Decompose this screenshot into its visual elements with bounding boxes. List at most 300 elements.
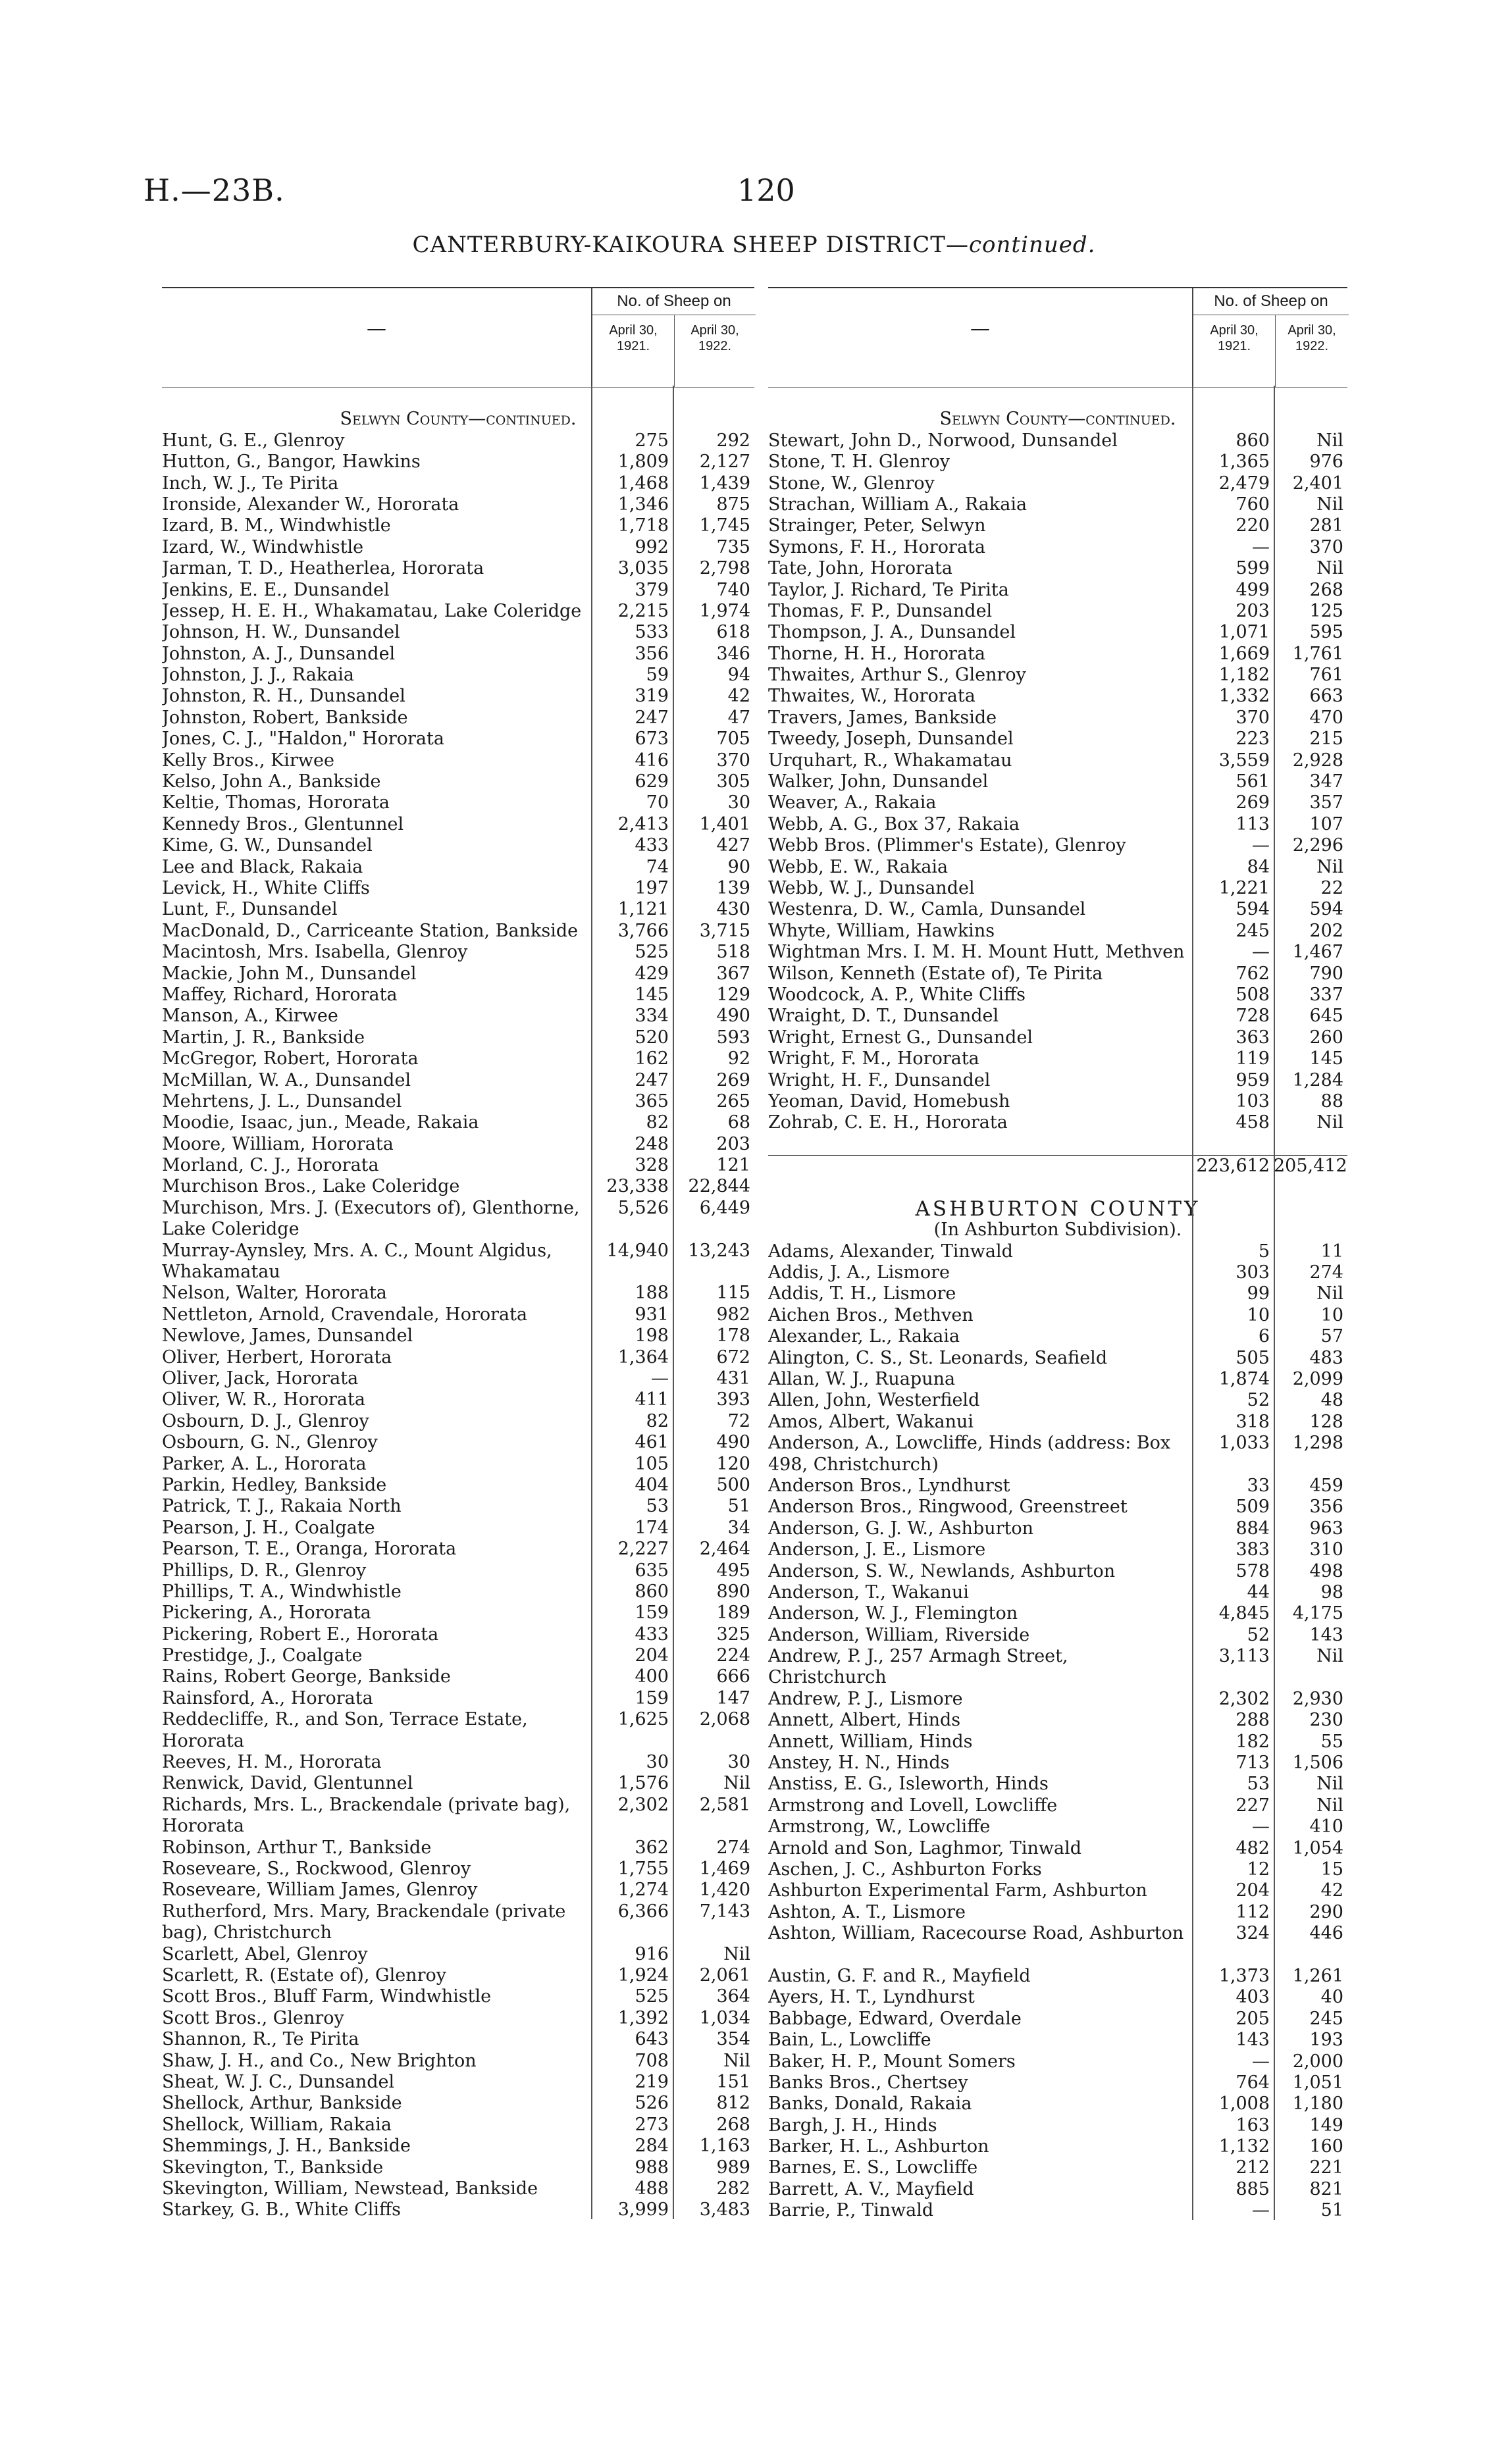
count-1921: 6,366 <box>617 1901 669 1922</box>
count-1921: 884 <box>1235 1518 1270 1539</box>
entry-name: Oliver, Jack, Hororata <box>162 1368 359 1389</box>
table-row <box>768 665 1347 686</box>
table-row <box>768 729 1347 750</box>
count-1922: Nil <box>1316 1646 1343 1667</box>
table-row <box>162 1006 754 1027</box>
count-1921: 362 <box>635 1837 669 1858</box>
count-1921: 99 <box>1247 1283 1270 1304</box>
count-1922: 268 <box>716 2114 750 2135</box>
entry-name: Murchison Bros., Lake Coleridge <box>162 1176 460 1197</box>
count-1922: Nil <box>1316 1283 1343 1304</box>
entry-name: Scott Bros., Bluff Farm, Windwhistle <box>162 1986 492 2007</box>
table-row <box>768 451 1347 473</box>
table-row <box>768 1433 1347 1476</box>
count-1921: 318 <box>1235 1411 1270 1432</box>
table-row <box>162 1518 754 1539</box>
count-1922: 10 <box>1320 1304 1343 1325</box>
count-1921: 188 <box>635 1283 669 1304</box>
table-row <box>162 1155 754 1176</box>
count-1922: 2,464 <box>699 1539 750 1560</box>
count-1921: 1,332 <box>1218 686 1270 707</box>
col-1922-label: April 30, 1922. <box>690 323 739 353</box>
table-row <box>162 430 754 451</box>
table-row <box>162 1837 754 1859</box>
count-1921: 1,392 <box>617 2007 669 2028</box>
count-1921: 105 <box>635 1453 669 1474</box>
count-1921: 482 <box>1235 1837 1270 1859</box>
count-1922: 890 <box>716 1581 750 1602</box>
entry-name: Addis, J. A., Lismore <box>768 1262 950 1283</box>
count-1922: Nil <box>1316 558 1343 579</box>
count-1921: 860 <box>1235 430 1270 451</box>
col-1922-label: April 30, 1922. <box>1287 323 1336 353</box>
entry-name: Stewart, John D., Norwood, Dunsandel <box>768 430 1118 451</box>
entry-name: Walker, John, Dunsandel <box>768 771 989 792</box>
count-1921: 324 <box>1235 1923 1270 1944</box>
count-1921: 119 <box>1235 1048 1270 1069</box>
table-row <box>162 2072 754 2093</box>
count-1921: 247 <box>635 1069 669 1091</box>
count-1921: 1,625 <box>617 1709 669 1730</box>
entry-name: Anstiss, E. G., Isleworth, Hinds <box>768 1774 1049 1795</box>
count-1922: 42 <box>1320 1880 1343 1901</box>
count-1922: 107 <box>1309 813 1343 834</box>
entry-name: Thomas, F. P., Dunsandel <box>768 600 993 621</box>
count-1921: — <box>1252 942 1270 963</box>
count-1922: Nil <box>1316 430 1343 451</box>
right-column-header <box>768 287 1347 388</box>
entry-name: Lee and Black, Rakaia <box>162 856 363 877</box>
count-1921: 635 <box>635 1560 669 1581</box>
table-row <box>768 771 1347 792</box>
entry-name: Hunt, G. E., Glenroy <box>162 430 345 451</box>
count-1921: 288 <box>1235 1710 1270 1731</box>
count-1921: — <box>1252 835 1270 856</box>
table-row <box>768 2072 1347 2093</box>
count-1921: 356 <box>635 643 669 664</box>
table-row <box>768 750 1347 771</box>
entry-name: Kelso, John A., Bankside <box>162 771 381 792</box>
count-1922: 224 <box>716 1645 750 1666</box>
table-row <box>162 1411 754 1432</box>
table-row <box>162 1112 754 1133</box>
count-1921: — <box>1252 2051 1270 2072</box>
count-1921: 204 <box>635 1645 669 1666</box>
count-1921: 3,999 <box>617 2199 669 2220</box>
count-1921: 1,274 <box>617 1880 669 1901</box>
count-1922: 1,054 <box>1292 1837 1343 1859</box>
entry-name: Anderson, A., Lowcliffe, Hinds (address: Box 498, Christchurch) <box>768 1433 1171 1475</box>
count-1922: 393 <box>716 1389 750 1410</box>
count-1921: 59 <box>646 665 669 686</box>
count-1922: 325 <box>716 1624 750 1645</box>
entry-name: Adams, Alexander, Tinwald <box>768 1241 1013 1262</box>
entry-name: Taylor, J. Richard, Te Pirita <box>768 579 1009 600</box>
table-row <box>162 665 754 686</box>
count-1921: 3,559 <box>1218 750 1270 771</box>
count-1921: 533 <box>635 622 669 643</box>
count-1921: — <box>1252 536 1270 557</box>
count-1922: 740 <box>716 579 750 600</box>
table-row <box>162 1965 754 1986</box>
count-1922: 34 <box>727 1517 750 1538</box>
count-1921: 365 <box>635 1091 669 1112</box>
count-1922: 230 <box>1309 1710 1343 1731</box>
entry-name: Strachan, William A., Rakaia <box>768 494 1027 515</box>
table-row <box>768 1646 1347 1689</box>
table-row <box>162 1645 754 1666</box>
count-1922: 367 <box>716 963 750 984</box>
table-row <box>768 494 1347 515</box>
entry-name: Osbourn, G. N., Glenroy <box>162 1432 378 1453</box>
count-1921: 303 <box>1235 1262 1270 1283</box>
col-1921-label: April 30, 1921. <box>609 323 658 353</box>
count-1922: 470 <box>1309 707 1343 728</box>
entry-name: Annett, Albert, Hinds <box>768 1710 961 1731</box>
entry-name: Baker, H. P., Mount Somers <box>768 2051 1016 2072</box>
count-1922: 495 <box>716 1560 750 1581</box>
count-1921: 334 <box>635 1006 669 1027</box>
entry-name: Anderson Bros., Ringwood, Greenstreet <box>768 1497 1128 1518</box>
entry-name: Jones, C. J., "Haldon," Hororata <box>162 729 444 750</box>
entry-name: Levick, H., White Cliffs <box>162 877 370 898</box>
count-1922: 989 <box>716 2157 750 2178</box>
table-row <box>162 1048 754 1069</box>
entry-name: McGregor, Robert, Hororata <box>162 1048 419 1069</box>
count-1922: 976 <box>1309 451 1343 473</box>
report-reference: H.—23B. <box>143 172 285 208</box>
count-1921: — <box>651 1368 669 1389</box>
entry-name: Webb, E. W., Rakaia <box>768 856 949 877</box>
count-1921: — <box>1252 1816 1270 1837</box>
count-1921: 52 <box>1247 1390 1270 1411</box>
table-row <box>768 1859 1347 1880</box>
table-row <box>768 1710 1347 1731</box>
entry-name: Wright, Ernest G., Dunsandel <box>768 1027 1033 1048</box>
entry-name: Keltie, Thomas, Hororata <box>162 792 390 813</box>
entry-name: Shellock, Arthur, Bankside <box>162 2093 402 2114</box>
count-1922: 47 <box>727 707 750 728</box>
entry-name: Ashburton Experimental Farm, Ashburton <box>768 1880 1147 1901</box>
count-1922: 125 <box>1309 600 1343 621</box>
table-row <box>768 2179 1347 2200</box>
entry-name: Prestidge, J., Coalgate <box>162 1645 363 1666</box>
count-1922: 357 <box>1309 792 1343 813</box>
count-1921: 433 <box>635 835 669 856</box>
entry-name: Amos, Albert, Wakanui <box>768 1411 974 1432</box>
table-row <box>162 1986 754 2007</box>
count-1922: 1,420 <box>699 1880 750 1901</box>
count-1921: 1,071 <box>1218 622 1270 643</box>
count-1922: 483 <box>1309 1347 1343 1368</box>
table-row <box>162 686 754 707</box>
entry-name: Johnston, J. J., Rakaia <box>162 665 354 686</box>
title-main: CANTERBURY-KAIKOURA SHEEP DISTRICT— <box>412 232 969 258</box>
count-1921: 1,718 <box>617 515 669 536</box>
count-1922: 3,483 <box>699 2199 750 2220</box>
count-1921: 643 <box>635 2029 669 2050</box>
table-row <box>162 857 754 878</box>
table-row <box>162 1603 754 1624</box>
entry-name: Parker, A. L., Hororata <box>162 1453 367 1474</box>
count-1922: 347 <box>1309 771 1343 792</box>
entry-name: Ironside, Alexander W., Hororata <box>162 494 459 515</box>
table-row <box>768 942 1347 963</box>
entry-name: Reddecliffe, R., and Son, Terrace Estate, Hororata <box>162 1709 528 1751</box>
table-row <box>768 1539 1347 1560</box>
count-1922: 55 <box>1320 1731 1343 1752</box>
count-1922: 2,581 <box>699 1794 750 1815</box>
table-row <box>768 1283 1347 1304</box>
table-row <box>162 1944 754 1965</box>
count-1922: 203 <box>716 1133 750 1154</box>
table-row <box>162 2029 754 2050</box>
table-row <box>162 2008 754 2029</box>
table-row <box>768 2157 1347 2178</box>
entry-name: Barnes, E. S., Lowcliffe <box>768 2157 978 2178</box>
entry-name: Rainsford, A., Hororata <box>162 1687 373 1708</box>
count-1921: 245 <box>1235 920 1270 941</box>
count-1921: 629 <box>635 771 669 792</box>
entry-name: Renwick, David, Glentunnel <box>162 1773 413 1794</box>
table-row <box>162 1581 754 1603</box>
table-row <box>768 2115 1347 2136</box>
count-1922: 431 <box>716 1368 750 1389</box>
spacer <box>768 1134 1347 1155</box>
count-1922: 982 <box>716 1304 750 1325</box>
table-row <box>768 1091 1347 1112</box>
entry-name: Strainger, Peter, Selwyn <box>768 515 986 536</box>
entry-name: Pickering, A., Hororata <box>162 1603 371 1624</box>
entry-name: Anderson Bros., Lyndhurst <box>768 1475 1010 1496</box>
entry-name: Anderson, W. J., Flemington <box>768 1603 1018 1624</box>
entry-name: Alington, C. S., St. Leonards, Seafield <box>768 1347 1108 1368</box>
table-row <box>768 1006 1347 1027</box>
count-1921: 203 <box>1235 600 1270 621</box>
count-1922: 115 <box>716 1283 750 1304</box>
count-1922: 1,284 <box>1292 1069 1343 1091</box>
count-1921: 1,365 <box>1218 451 1270 473</box>
table-row <box>162 792 754 813</box>
count-1921: 53 <box>1247 1774 1270 1795</box>
entry-name: Macintosh, Mrs. Isabella, Glenroy <box>162 942 468 963</box>
entry-name: Armstrong and Lovell, Lowcliffe <box>768 1795 1058 1816</box>
table-row <box>768 2030 1347 2051</box>
table-row <box>768 1027 1347 1048</box>
count-1922: 189 <box>716 1603 750 1624</box>
count-1922: 1,506 <box>1292 1753 1343 1774</box>
count-1921: 174 <box>635 1517 669 1538</box>
table-row <box>768 1561 1347 1582</box>
entry-name: Kennedy Bros., Glentunnel <box>162 813 404 834</box>
entry-name: Alexander, L., Rakaia <box>768 1326 960 1347</box>
count-1922: 2,296 <box>1292 835 1343 856</box>
count-1922: 1,974 <box>699 600 750 621</box>
table-row <box>162 1752 754 1773</box>
table-row <box>768 2200 1347 2221</box>
count-1921: 370 <box>1235 707 1270 728</box>
table-row <box>162 1539 754 1560</box>
table-row <box>768 558 1347 579</box>
entry-name: Morland, C. J., Hororata <box>162 1155 379 1176</box>
table-row <box>162 835 754 856</box>
count-1922: 356 <box>1309 1497 1343 1518</box>
count-1922: 292 <box>716 430 750 451</box>
left-entries <box>162 388 754 2221</box>
table-row <box>162 1432 754 1453</box>
table-row <box>162 1624 754 1645</box>
entry-name: Phillips, D. R., Glenroy <box>162 1560 367 1581</box>
entry-name: Newlove, James, Dunsandel <box>162 1325 413 1347</box>
table-row <box>768 878 1347 899</box>
entry-name: Ashton, A. T., Lismore <box>768 1901 966 1922</box>
table-row <box>162 1773 754 1794</box>
entry-name: Austin, G. F. and R., Mayfield <box>768 1965 1031 1986</box>
count-1921: 762 <box>1235 963 1270 984</box>
entry-name: Murray-Aynsley, Mrs. A. C., Mount Algidus, Whakamatau <box>162 1240 552 1283</box>
entry-name: Mehrtens, J. L., Dunsandel <box>162 1091 402 1112</box>
entry-name: Addis, T. H., Lismore <box>768 1283 956 1304</box>
table-row <box>768 580 1347 601</box>
entry-name: Wright, H. F., Dunsandel <box>768 1069 991 1091</box>
table-row <box>768 2009 1347 2030</box>
entry-name: Aichen Bros., Methven <box>768 1304 974 1325</box>
total-row <box>768 1155 1347 1177</box>
count-1922: 663 <box>1309 686 1343 707</box>
count-1922: Nil <box>1316 1112 1343 1133</box>
table-row <box>162 878 754 899</box>
count-1922: 705 <box>716 729 750 750</box>
table-row <box>162 473 754 494</box>
table-row <box>768 1390 1347 1411</box>
entry-name: Jenkins, E. E., Dunsandel <box>162 579 390 600</box>
count-1922: 193 <box>1309 2030 1343 2051</box>
title-suffix: continued. <box>969 232 1096 258</box>
spacer <box>768 388 1347 409</box>
count-1921: 163 <box>1235 2115 1270 2136</box>
count-1921: 2,215 <box>617 600 669 621</box>
count-1922: Nil <box>723 1943 750 1964</box>
count-1922: 761 <box>1309 665 1343 686</box>
count-1921: 505 <box>1235 1347 1270 1368</box>
table-row <box>768 1902 1347 1923</box>
table-row <box>768 963 1347 985</box>
total-1922: 205,412 <box>1274 1156 1347 1177</box>
table-row <box>768 1518 1347 1539</box>
count-1921: 525 <box>635 1986 669 2007</box>
entry-name: Barrie, P., Tinwald <box>768 2200 934 2221</box>
table-row <box>162 1709 754 1752</box>
subdivision-heading: (In Ashburton Subdivision). <box>933 1219 1182 1241</box>
count-1921: 1,924 <box>617 1964 669 1986</box>
count-1922: 1,051 <box>1292 2072 1343 2093</box>
count-1922: 2,061 <box>699 1964 750 1986</box>
count-1922: Nil <box>1316 856 1343 877</box>
count-1921: 2,413 <box>617 813 669 834</box>
entry-name: Nelson, Walter, Hororata <box>162 1283 387 1304</box>
table-row <box>162 1389 754 1410</box>
count-1922: 370 <box>716 750 750 771</box>
count-1921: 212 <box>1235 2157 1270 2178</box>
right-column <box>768 287 1347 2222</box>
table-row <box>162 1454 754 1475</box>
count-1922: 4,175 <box>1292 1603 1343 1624</box>
entry-name: Osbourn, D. J., Glenroy <box>162 1410 369 1431</box>
entry-name: Lunt, F., Dunsandel <box>162 899 338 920</box>
count-1921: 113 <box>1235 813 1270 834</box>
count-1921: 713 <box>1235 1753 1270 1774</box>
count-1921: 3,766 <box>617 920 669 941</box>
table-row <box>162 2199 754 2220</box>
entry-name: Stone, W., Glenroy <box>768 473 935 494</box>
table-row <box>768 857 1347 878</box>
count-1922: 821 <box>1309 2178 1343 2199</box>
entry-name: Sheat, W. J. C., Dunsandel <box>162 2071 395 2092</box>
count-1921: 33 <box>1247 1475 1270 1496</box>
count-1921: 1,809 <box>617 451 669 473</box>
count-1922: 1,469 <box>699 1859 750 1880</box>
table-row <box>768 2051 1347 2072</box>
table-row <box>162 707 754 729</box>
count-1922: 260 <box>1309 1027 1343 1048</box>
entry-name: Johnston, R. H., Dunsandel <box>162 686 405 707</box>
entry-name: Richards, Mrs. L., Brackendale (private bag), Hororata <box>162 1794 571 1837</box>
count-1922: 13,243 <box>688 1240 750 1261</box>
entry-name: Thompson, J. A., Dunsandel <box>768 622 1016 643</box>
count-1921: 23,338 <box>606 1176 669 1197</box>
count-1921: 525 <box>635 942 669 963</box>
count-1922: 1,401 <box>699 813 750 834</box>
table-row <box>768 430 1347 451</box>
count-1922: 3,715 <box>699 920 750 941</box>
count-1922: 72 <box>727 1410 750 1431</box>
table-row <box>768 792 1347 813</box>
table-row <box>162 963 754 985</box>
entry-name: Kelly Bros., Kirwee <box>162 750 334 771</box>
count-1922: 139 <box>716 877 750 898</box>
count-1921: 247 <box>635 707 669 728</box>
count-1922: 202 <box>1309 920 1343 941</box>
table-row <box>162 1496 754 1517</box>
count-1921: 488 <box>635 2178 669 2199</box>
count-1921: 1,364 <box>617 1347 669 1368</box>
table-row <box>162 2157 754 2178</box>
entry-name: Maffey, Richard, Hororata <box>162 984 398 1005</box>
entry-name: Robinson, Arthur T., Bankside <box>162 1837 432 1858</box>
entry-name: Wilson, Kenneth (Estate of), Te Pirita <box>768 963 1103 984</box>
table-row <box>162 2136 754 2157</box>
count-1922: 121 <box>716 1155 750 1176</box>
count-1921: 82 <box>646 1112 669 1133</box>
count-1922: 2,928 <box>1292 750 1343 771</box>
count-1921: 248 <box>635 1133 669 1154</box>
count-1921: 275 <box>635 430 669 451</box>
count-1922: 645 <box>1309 1006 1343 1027</box>
table-row <box>768 515 1347 536</box>
table-row <box>768 2136 1347 2157</box>
table-row <box>162 1304 754 1325</box>
entry-name: Rutherford, Mrs. Mary, Brackendale (private bag), Christchurch <box>162 1901 566 1943</box>
table-row <box>162 1880 754 1901</box>
count-1922: 92 <box>727 1048 750 1069</box>
count-1922: 147 <box>716 1687 750 1708</box>
entry-name: Izard, W., Windwhistle <box>162 536 364 557</box>
count-1921: 561 <box>1235 771 1270 792</box>
header-dash: — <box>367 317 386 340</box>
entry-name: Bargh, J. H., Hinds <box>768 2115 937 2136</box>
table-row <box>162 1070 754 1091</box>
count-1922: 221 <box>1309 2157 1343 2178</box>
